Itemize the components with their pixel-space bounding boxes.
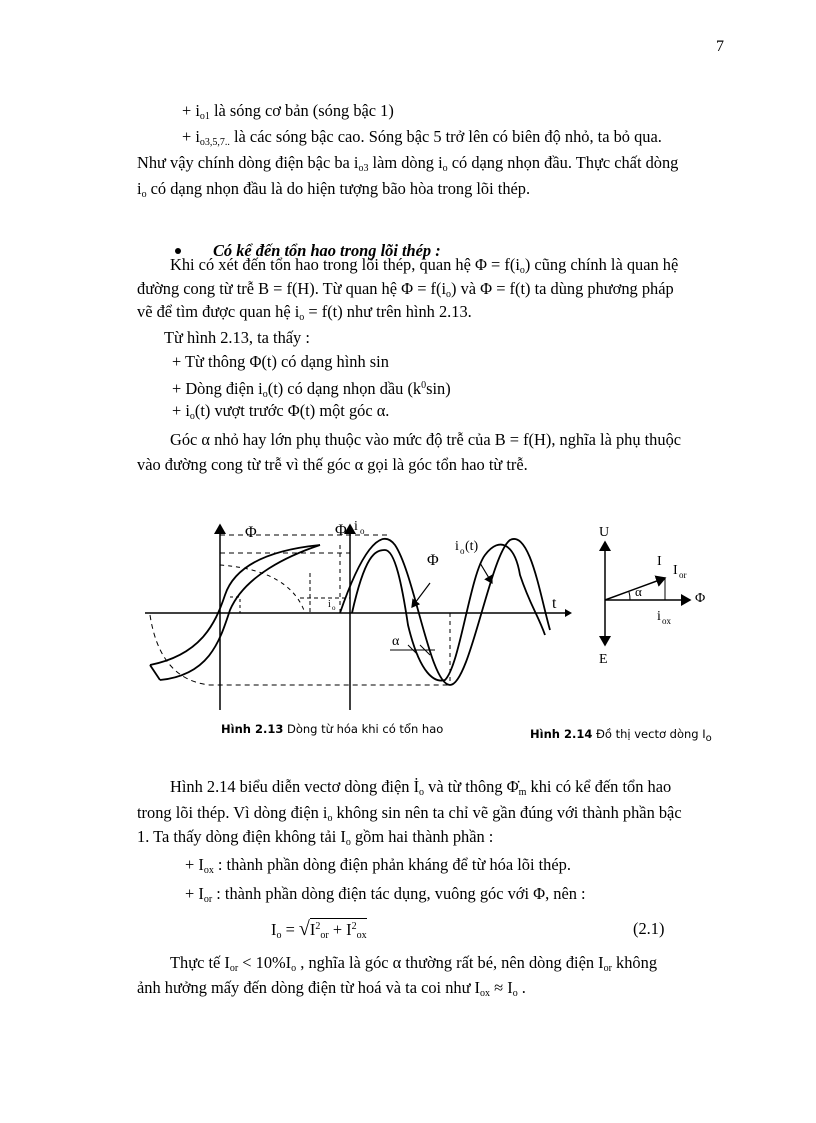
hysteresis-join [150,665,160,680]
io-curve-sub: o [460,546,465,556]
i-label: I [657,554,662,569]
phi-curve-label: Φ [427,552,439,569]
figure-13-caption: Hình 2.13 Dòng từ hóa khi có tổn hao [221,722,444,736]
io-axis-sub: o [360,526,365,536]
phi-curve [340,539,550,685]
para2-line-1: Góc α nhỏ hay lớn phụ thuộc vào mức độ trễ của B = f(H), nghĩa là phụ thuộc [170,430,682,449]
t-axis-label: t [552,595,557,612]
list-item-1: + Từ thông Φ(t) có dạng hình sin [172,352,389,371]
iox-label: i [657,609,661,624]
intro-line-3: Như vậy chính dòng điện bậc ba $i_{o3}$ làm dòng $i_o$ có dạng nhọn đầu. Thực chất dòng [137,153,679,174]
para4-line-1: Thực tế $I_{or} < 10\%I_o$ , nghĩa là góc α thường rất bé, nên dòng điện $I_{or}$ không [170,953,658,974]
list-item-2: + Dòng điện $i_o(t)$ có dạng nhọn dầu $(k^0\sin)$ [172,379,451,400]
para3-line-2: trong lõi thép. Vì dòng điện $i_o$ không sin nên ta chỉ vẽ gần đúng với thành phần bậc [137,803,682,824]
t-axis-arrow-icon [565,609,572,617]
para2-line-2: vào đường cong từ trễ vì thế góc α gọi là góc tổn hao từ trễ. [137,455,528,474]
equation-number: (2.1) [633,919,665,938]
phi-label: Φ [695,591,706,606]
figure-2-13 [140,515,580,715]
alpha-label: α [392,634,400,649]
para1-line-1: Khi có xét đến tổn hao trong lõi thép, quan hệ $\Phi = f(i_o)$ cũng chính là quan hệ [170,255,679,276]
alpha-arc [629,592,630,600]
intro-line-4: $i_o$ có dạng nhọn đầu là do hiện tượng bão hòa trong lõi thép. [137,179,531,200]
io-axis-label: i [354,519,358,534]
e-label: E [599,652,608,667]
hysteresis-upper [150,545,320,665]
equation: $I_o = √I^2_{or} + I^2_{ox}$ [271,918,367,941]
iox-sub: ox [662,616,671,626]
section-heading: Có kể đến tổn hao trong lõi thép : [213,241,441,260]
u-label: U [599,525,610,540]
intro-line-2: + $i_{o3,5,7..}$ là các sóng bậc cao. Sóng bậc 5 trở lên có biên độ nhỏ, ta bỏ qua. [182,127,662,148]
phi-axis-label: Φ [245,524,257,541]
para3-line-1: Hình 2.14 biểu diễn vectơ dòng điện $İ_o$ và từ thông $\Phi̇_m$ khi có kể đến tổn hao [170,777,672,798]
io-pointer [480,563,492,583]
para3-item-2: + $I_{or}$ : thành phần dòng điện tác dụng, vuông góc với Φ, nên : [185,884,586,905]
para1-line-2: đường cong từ trễ B = f(H). Từ quan hệ $\Phi = f(i_o)$ và Φ = f(t) ta dùng phương pháp [137,279,674,300]
figure-2-14 [585,520,725,680]
figure-14-caption: Hình 2.14 Đồ thị vectơ dòng $I_o$ [530,727,712,744]
ior-sub: or [679,570,687,580]
alpha-label: α [635,584,642,599]
page-number: 7 [716,38,724,55]
para3-line-3: 1. Ta thấy dòng điện không tải $I_o$ gồm hai thành phần : [137,827,494,848]
io-curve-post: (t) [465,539,479,554]
io-curve-label: i [455,539,459,554]
list-intro: Từ hình 2.13, ta thấy : [164,328,310,347]
para1-line-3: vẽ để tìm được quan hệ $i_o = f(t)$ như trên hình 2.13. [137,302,472,323]
io-small-sub: o [332,604,336,612]
list-item-3: + $i_o(t)$ vượt trước Φ(t) một góc α. [172,401,390,422]
para4-line-2: ảnh hưởng mấy đến dòng điện từ hoá và ta coi như $I_{ox} \approx I_o$ . [137,978,526,999]
intro-line-1: + $i_{o1}$ là sóng cơ bản (sóng bậc 1) [182,101,394,122]
phi-axis2-label: Φ [335,522,347,539]
para3-item-1: + $I_{ox}$ : thành phần dòng điện phản kháng để từ hóa lõi thép. [185,855,571,876]
ior-label: I [673,563,678,578]
io-small-label: i [328,599,331,610]
